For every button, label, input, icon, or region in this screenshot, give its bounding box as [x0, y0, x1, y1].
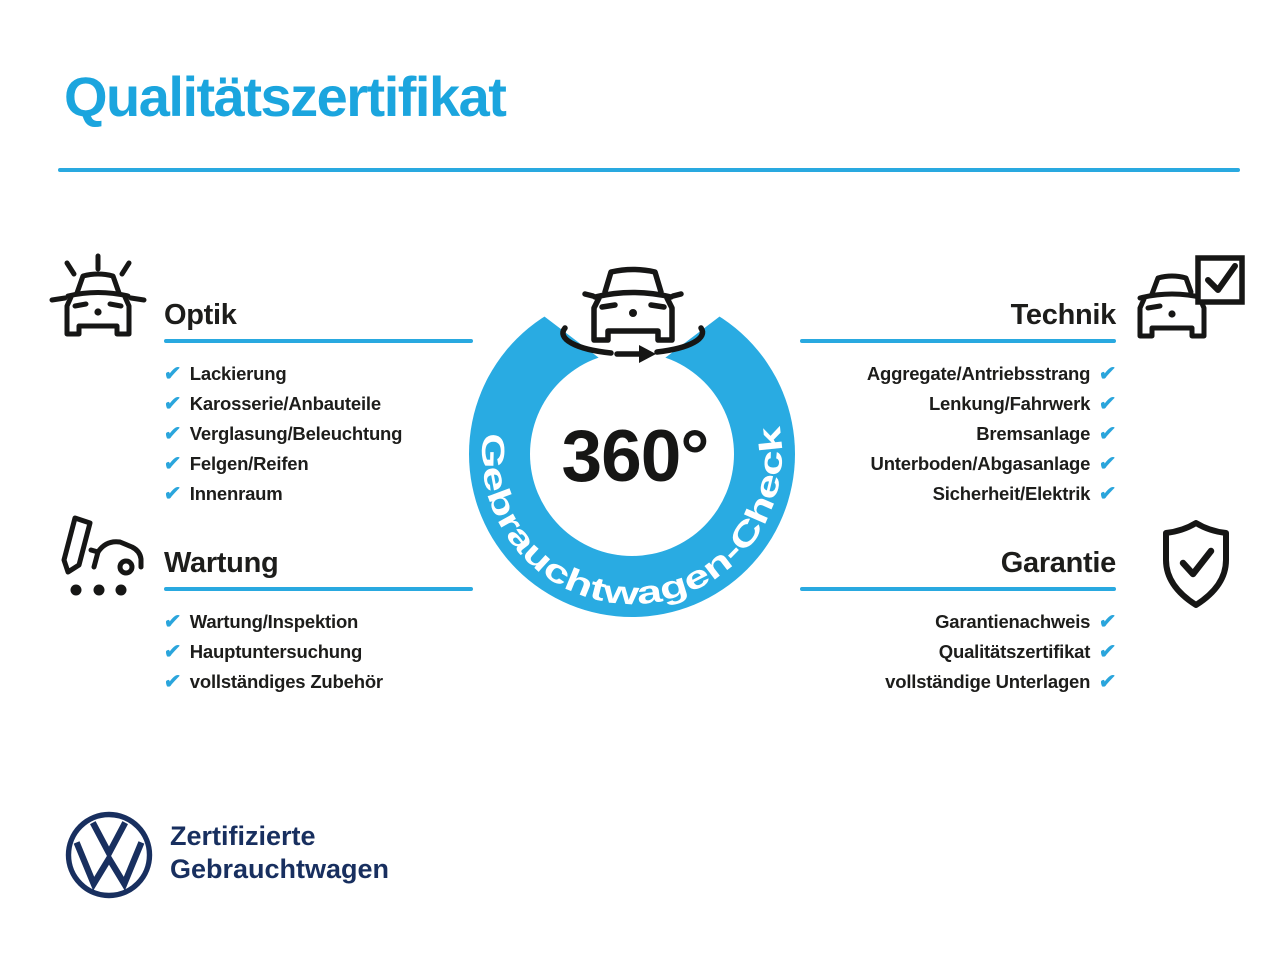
check-item: Lenkung/Fahrwerk ✔: [928, 393, 1118, 415]
vw-logo: [64, 810, 154, 900]
footer-wordmark: [170, 820, 389, 886]
check-icon: ✔: [162, 363, 182, 385]
section-rule-wartung: [164, 587, 473, 591]
check-item: ✔ vollständiges Zubehör: [162, 671, 383, 693]
check-item: Aggregate/Antriebsstrang ✔: [866, 363, 1118, 385]
section-rule-garantie: [800, 587, 1116, 591]
check-item: ✔ Wartung/Inspektion: [162, 611, 359, 633]
check-item: Garantienachweis ✔: [935, 611, 1118, 633]
footer-line2: Gebrauchtwagen: [170, 854, 390, 884]
check-item: ✔ Felgen/Reifen: [162, 453, 309, 475]
check-icon: ✔: [1098, 393, 1118, 415]
check-icon: ✔: [1098, 483, 1118, 505]
section-title-garantie: Garantie: [1000, 547, 1116, 579]
ring-curved-text: Gebrauchtwagen-Check: [474, 432, 790, 612]
section-rule-optik: [164, 339, 473, 343]
check-item: ✔ Verglasung/Beleuchtung: [162, 423, 403, 445]
check-icon: ✔: [1098, 423, 1118, 445]
check-item: Bremsanlage ✔: [976, 423, 1118, 445]
check-item: ✔ Karosserie/Anbauteile: [162, 393, 381, 415]
section-title-optik: Optik: [164, 299, 237, 331]
degree-label: 360°: [561, 416, 709, 497]
technik-checklist: [700, 359, 1116, 509]
check-item: vollständige Unterlagen ✔: [885, 671, 1118, 693]
garantie-checklist: [700, 607, 1116, 697]
check-icon: ✔: [1098, 363, 1118, 385]
check-icon: ✔: [1098, 641, 1118, 663]
section-title-wartung: Wartung: [164, 547, 279, 579]
check-icon: ✔: [1098, 671, 1118, 693]
check-icon: ✔: [1098, 453, 1118, 475]
check-icon: ✔: [162, 641, 182, 663]
check-icon: ✔: [162, 453, 182, 475]
service-checklist-icon: [54, 512, 146, 604]
optik-checklist: [164, 359, 402, 509]
check-icon: ✔: [162, 671, 182, 693]
title-divider: [58, 168, 1240, 172]
section-rule-technik: [800, 339, 1116, 343]
section-title-technik: Technik: [1010, 299, 1116, 331]
check-item: Unterboden/Abgasanlage ✔: [870, 453, 1118, 475]
shield-check-icon: [1150, 516, 1242, 612]
check-icon: ✔: [162, 483, 182, 505]
check-icon: ✔: [162, 611, 182, 633]
car-rotation-icon: [553, 250, 713, 365]
car-checkbox-icon: [1136, 250, 1248, 352]
car-shine-icon: [48, 248, 148, 348]
check-icon: ✔: [162, 423, 182, 445]
wartung-checklist: [164, 607, 383, 697]
check-item: ✔ Innenraum: [162, 483, 283, 505]
footer-line1: Zertifizierte: [170, 821, 316, 851]
check-item: Sicherheit/Elektrik ✔: [932, 483, 1118, 505]
check-icon: ✔: [162, 393, 182, 415]
check-item: Qualitätszertifikat ✔: [938, 641, 1118, 663]
check-item: ✔ Lackierung: [162, 363, 287, 385]
check-icon: ✔: [1098, 611, 1118, 633]
check-item: ✔ Hauptuntersuchung: [162, 641, 363, 663]
page-title: Qualitätszertifikat: [64, 65, 506, 128]
